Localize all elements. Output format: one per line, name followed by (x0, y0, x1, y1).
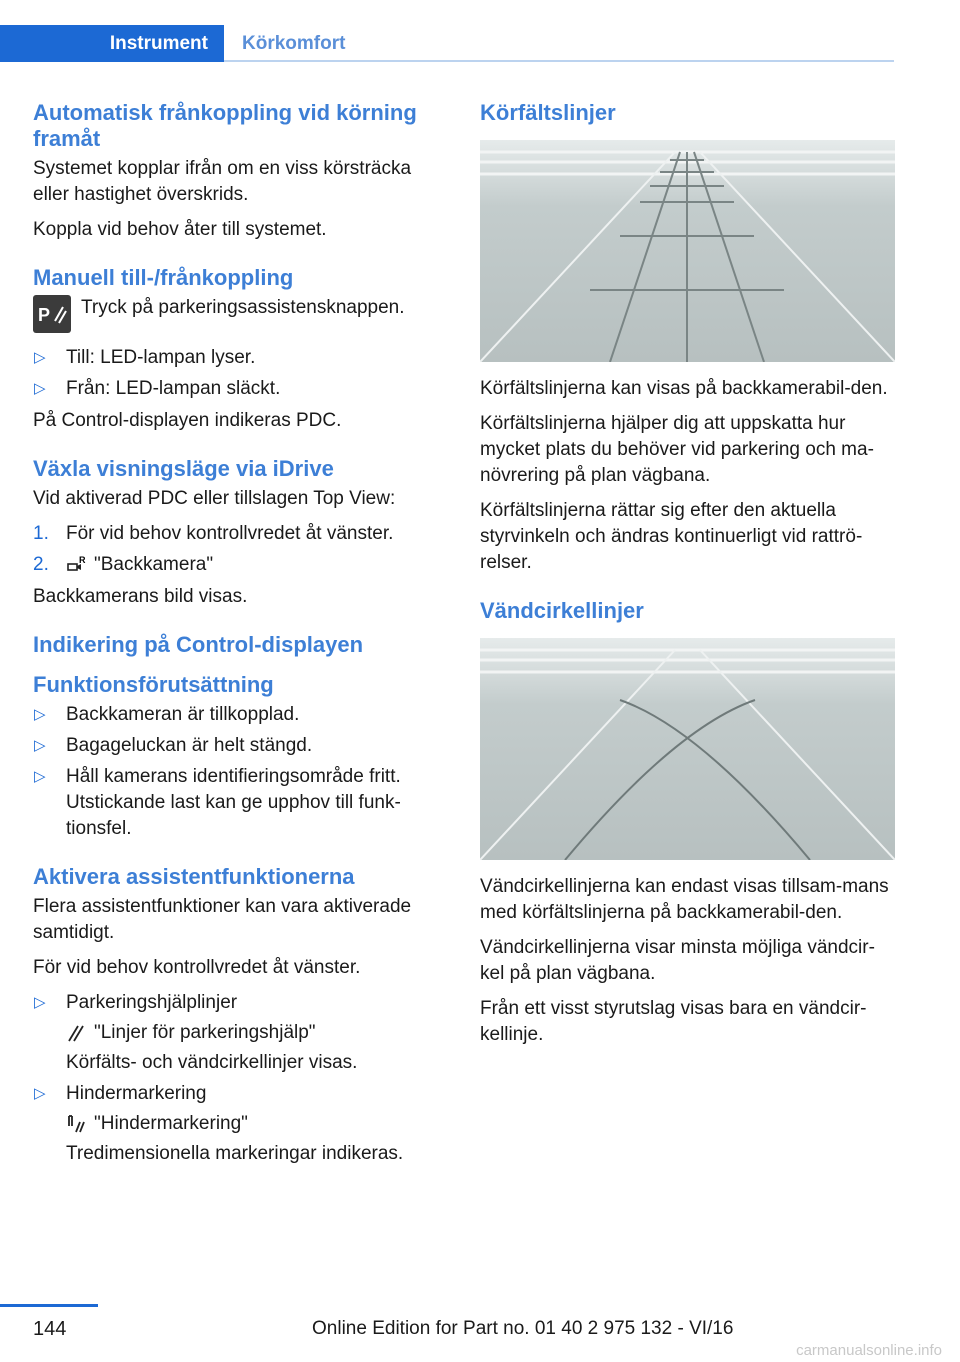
paragraph: Flera assistentfunktioner kan vara aktiverade samtidigt. (33, 896, 412, 943)
paragraph: Systemet kopplar ifrån om en viss körsträcka eller hastighet överskrids. (33, 158, 412, 205)
triangle-bullet-icon: ▷ (34, 994, 46, 1011)
list-item: 2. R "Backkamera" (33, 554, 214, 575)
list-item: ▷ Till: LED-lampan lyser. (33, 345, 433, 371)
paragraph: Backkamerans bild visas. (33, 586, 248, 607)
assist-list (33, 990, 433, 1167)
heading-lane-lines: Körfältslinjer (480, 100, 616, 125)
paragraph: Vändcirkellinjerna visar minsta möjliga vändcir-kel på plan vägbana. (480, 937, 875, 984)
press-instruction (33, 295, 433, 333)
paragraph: Körfältslinjerna kan visas på backkamerabil-den. (480, 378, 888, 399)
triangle-bullet-icon: ▷ (34, 737, 46, 754)
triangle-bullet-icon: ▷ (34, 380, 46, 397)
obstacle-marking-icon (66, 1114, 86, 1134)
lane-lines-image (480, 140, 895, 362)
list-item: ▷ Bagageluckan är helt stängd. (33, 733, 433, 759)
triangle-bullet-icon: ▷ (34, 706, 46, 723)
heading-indication: Indikering på Control-displayen (33, 632, 364, 657)
heading-prerequisites: Funktionsförutsättning (33, 672, 274, 697)
paragraph: För vid behov kontrollvredet åt vänster. (33, 957, 361, 978)
paragraph: Vändcirkellinjerna kan endast visas tillsam-mans med körfältslinjerna på backkamerabil-den. (480, 876, 889, 923)
paragraph: På Control-displayen indikeras PDC. (33, 410, 342, 431)
svg-text:R: R (79, 554, 86, 565)
turning-circle-image (480, 638, 895, 860)
triangle-bullet-icon: ▷ (34, 1085, 46, 1102)
heading-auto-disconnect: Automatisk frånkoppling vid körning framåt (33, 100, 417, 151)
edition-info: Online Edition for Part no. 01 40 2 975 132 - VI/16 (312, 1318, 734, 1339)
prereq-list (33, 702, 433, 842)
footer-accent-line (0, 1304, 98, 1307)
header-bar (0, 0, 960, 62)
parking-assist-button-icon: P (33, 295, 71, 333)
list-item: ▷ Parkeringshjälplinjer "Linjer för parkeringshjälp" Körfälts- och vändcirkellinjer visas. (34, 992, 358, 1073)
press-text: Tryck på parkeringsassistensknappen. (81, 297, 405, 318)
parking-lines-icon (66, 1023, 86, 1043)
header-divider (224, 60, 894, 62)
page-number: 144 (33, 1318, 67, 1340)
heading-activate: Aktivera assistentfunktionerna (33, 864, 355, 889)
left-column (33, 100, 433, 1173)
paragraph: Från ett visst styrutslag visas bara en vändcir-kellinje. (480, 998, 867, 1045)
triangle-bullet-icon: ▷ (34, 349, 46, 366)
tab-instrument[interactable]: Instrument (0, 25, 224, 62)
heading-idrive: Växla visningsläge via iDrive (33, 456, 334, 481)
list-item: ▷ Backkameran är tillkopplad. (33, 702, 433, 728)
list-item: ▷ Håll kamerans identifieringsområde fritt. Utstickande last kan ge upphov till funk-tionsfel. (34, 766, 401, 839)
heading-manual-toggle: Manuell till-/frånkoppling (33, 265, 294, 290)
right-column (480, 100, 895, 1057)
heading-turning-circle: Vändcirkellinjer (480, 598, 644, 623)
led-list (33, 345, 433, 402)
paragraph: Körfältslinjerna rättar sig efter den aktuella styrvinkeln och ändras kontinuerligt vid rattrö-relser. (480, 500, 863, 573)
triangle-bullet-icon: ▷ (34, 768, 46, 785)
tab-korkomfort[interactable]: Körkomfort (242, 32, 346, 54)
reverse-camera-icon (66, 555, 86, 575)
list-item: ▷ Hindermarkering "Hindermarkering" Tredimensionella markeringar indikeras. (34, 1083, 404, 1164)
paragraph: Vid aktiverad PDC eller tillslagen Top View: (33, 488, 396, 509)
list-item: 1. För vid behov kontrollvredet åt vänster. (33, 523, 394, 544)
paragraph: Koppla vid behov åter till systemet. (33, 219, 327, 240)
list-item: ▷ Från: LED-lampan släckt. (33, 376, 433, 402)
watermark: carmanualsonline.info (796, 1342, 942, 1359)
paragraph: Körfältslinjerna hjälper dig att uppskatta hur mycket plats du behöver vid parkering och ma-növrering på plan vägbana. (480, 413, 874, 486)
steps-list (33, 521, 433, 578)
